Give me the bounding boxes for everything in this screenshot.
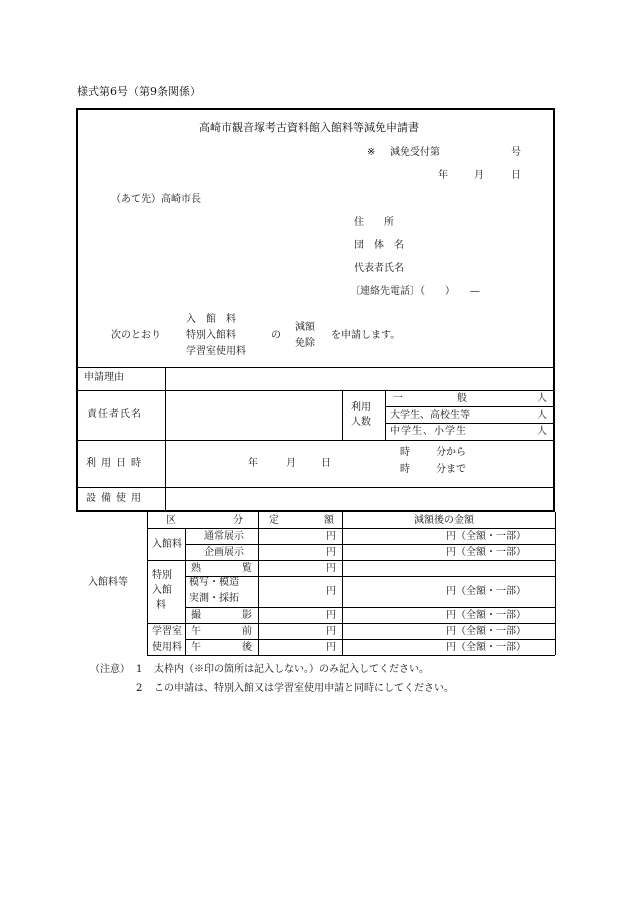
applicant-address-label: 住 所 xyxy=(354,217,394,228)
form-title: 高崎市観音塚考古資料館入館料等減免申請書 xyxy=(199,121,419,134)
users-general-a: 一 xyxy=(393,393,403,404)
note-2-number: 2 xyxy=(136,683,143,694)
fee-admission-special: 企画展示 xyxy=(204,547,244,558)
fee-after-am: 円（全額・一部） xyxy=(446,626,526,637)
use-date-year: 年 xyxy=(248,458,258,469)
fee-group-special-2: 入館 xyxy=(152,585,172,596)
fee-yen-am: 円 xyxy=(326,626,336,637)
fee-after-regular: 円（全額・一部） xyxy=(446,531,526,542)
addressee: （あて先）高崎市長 xyxy=(111,194,201,205)
applicant-organization-label: 団 体 名 xyxy=(354,240,404,251)
row-divider xyxy=(76,390,555,391)
fee-am-a: 午 xyxy=(191,626,201,637)
label-column-divider xyxy=(165,367,166,511)
responsible-label: 責任者氏名 xyxy=(87,409,142,420)
request-prefix: 次のとおり xyxy=(111,330,161,341)
users-general-b: 般 xyxy=(457,393,467,404)
use-date-day: 日 xyxy=(321,458,331,469)
users-subrow-divider xyxy=(385,406,555,407)
users-label-1: 利用 xyxy=(351,402,371,413)
fee-header-fixed-a: 定 xyxy=(269,515,279,526)
reason-label: 申請理由 xyxy=(84,372,124,383)
reception-mark: ※ xyxy=(367,147,376,158)
fee-header-category-a: 区 xyxy=(166,515,176,526)
row-divider xyxy=(76,367,555,368)
fee-header-after: 減額後の金額 xyxy=(414,515,474,526)
fee-yen-photo: 円 xyxy=(326,610,336,621)
users-university-unit: 人 xyxy=(537,410,547,421)
fee-side-label: 入館料等 xyxy=(88,577,128,588)
request-option-reduction: 減額 xyxy=(295,322,315,333)
date-year: 年 xyxy=(438,170,448,181)
users-label-2: 人数 xyxy=(351,417,371,428)
fee-group-special-3: 料 xyxy=(156,600,166,611)
note-1-text: 太枠内（※印の箇所は記入しない。）のみ記入してください。 xyxy=(154,664,429,675)
users-column-divider xyxy=(385,390,386,440)
fee-view-b: 覧 xyxy=(242,563,252,574)
users-column-divider xyxy=(342,390,343,440)
fee-pm-b: 後 xyxy=(242,642,252,653)
row-divider xyxy=(76,440,555,441)
users-general-unit: 人 xyxy=(537,393,547,404)
request-suffix: を申請します。 xyxy=(331,330,401,341)
applicant-representative-label: 代表者氏名 xyxy=(354,263,404,274)
request-item-special: 特別入館料 xyxy=(186,330,236,341)
fee-after-copy: 円（全額・一部） xyxy=(446,586,526,597)
equipment-label: 設備使用 xyxy=(86,493,146,504)
fee-yen-view: 円 xyxy=(326,563,336,574)
date-day: 日 xyxy=(511,170,521,181)
users-university: 大学生、高校生等 xyxy=(390,410,470,421)
users-subrow-divider xyxy=(385,423,555,424)
fee-yen-regular: 円 xyxy=(326,531,336,542)
use-start-hour: 時 xyxy=(400,447,410,458)
fee-photo-b: 影 xyxy=(242,610,252,621)
fee-yen-copy: 円 xyxy=(326,586,336,597)
date-month: 月 xyxy=(474,170,484,181)
applicant-phone-label: 〔連絡先電話〕（ ） — xyxy=(350,286,480,297)
note-1-number: 1 xyxy=(136,664,143,675)
note-2-text: この申請は、特別入館又は学習室使用申請と同時にしてください。 xyxy=(154,683,454,694)
fee-view-a: 熟 xyxy=(191,563,201,574)
fee-group-room-2: 使用料 xyxy=(152,642,182,653)
fee-copy-1: 模写・模造 xyxy=(189,577,239,588)
fee-header-fixed-b: 額 xyxy=(324,515,334,526)
request-item-admission: 入 館 料 xyxy=(186,314,236,325)
reception-label: 減免受付第 xyxy=(390,147,440,158)
fee-yen-special: 円 xyxy=(326,547,336,558)
request-option-exemption: 免除 xyxy=(295,338,315,349)
fee-copy-2: 実測・採拓 xyxy=(189,593,239,604)
use-date-month: 月 xyxy=(286,458,296,469)
reception-suffix: 号 xyxy=(511,147,521,158)
fee-pm-a: 午 xyxy=(191,642,201,653)
fee-after-special: 円（全額・一部） xyxy=(446,547,526,558)
application-frame xyxy=(76,108,555,512)
fee-header-category-b: 分 xyxy=(233,515,243,526)
fee-yen-pm: 円 xyxy=(326,642,336,653)
fee-after-pm: 円（全額・一部） xyxy=(446,642,526,653)
fee-after-photo: 円（全額・一部） xyxy=(446,610,526,621)
fee-group-special-1: 特別 xyxy=(152,570,172,581)
notes-label: （注意） xyxy=(90,664,130,675)
fee-group-admission: 入館料 xyxy=(152,539,182,550)
use-end-minute: 分まで xyxy=(436,464,466,475)
users-junior-unit: 人 xyxy=(537,426,547,437)
fee-group-room-1: 学習室 xyxy=(152,626,182,637)
use-end-hour: 時 xyxy=(400,464,410,475)
fee-am-b: 前 xyxy=(242,626,252,637)
request-particle: の xyxy=(271,330,281,341)
request-item-study-room: 学習室使用料 xyxy=(186,346,246,357)
datetime-label: 利用日時 xyxy=(86,458,146,469)
row-divider xyxy=(76,487,555,488)
fee-photo-a: 撮 xyxy=(191,610,201,621)
fee-admission-regular: 通常展示 xyxy=(204,531,244,542)
users-junior: 中学生、小学生 xyxy=(390,426,467,437)
form-id: 様式第6号（第9条関係） xyxy=(77,85,201,98)
use-start-minute: 分から xyxy=(436,447,466,458)
